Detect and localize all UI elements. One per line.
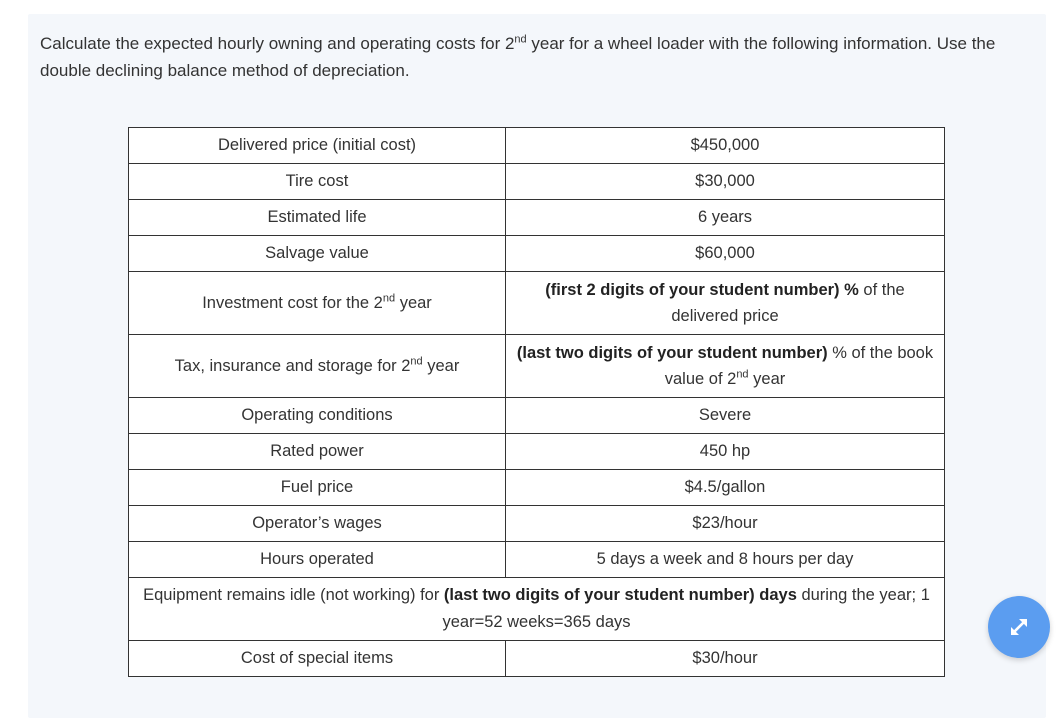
question-sup: nd xyxy=(514,33,527,46)
tax-label-text: Tax, insurance and storage for 2 xyxy=(174,357,411,375)
rated-power-value: 450 hp xyxy=(506,434,945,470)
tax-value-post: year xyxy=(748,370,786,388)
special-items-value: $30/hour xyxy=(506,641,945,677)
table-row xyxy=(129,470,945,506)
table-row xyxy=(129,164,945,200)
operating-conditions-label: Operating conditions xyxy=(129,398,506,434)
tire-cost-value: $30,000 xyxy=(506,164,945,200)
question-text xyxy=(40,30,1040,84)
investment-value-bold: (first 2 digits of your student number) xyxy=(545,281,840,299)
tax-value-bold: (last two digits of your student number) xyxy=(516,344,828,362)
tax-value-sup: nd xyxy=(736,368,749,381)
investment-label-sup: nd xyxy=(382,292,396,305)
table-row xyxy=(129,578,945,641)
hours-operated-label: Hours operated xyxy=(129,542,506,578)
tax-insurance-value xyxy=(506,335,945,398)
idle-bold: (last two digits of your student number) xyxy=(443,586,755,604)
question-part1: Calculate the expected hourly owning and operating costs for 2 xyxy=(40,34,515,53)
operating-conditions-value: Severe xyxy=(506,398,945,434)
delivered-price-label: Delivered price (initial cost) xyxy=(129,128,506,164)
table-row xyxy=(129,542,945,578)
investment-cost-value xyxy=(506,272,945,335)
fuel-price-value: $4.5/gallon xyxy=(506,470,945,506)
investment-value-pct: % xyxy=(839,281,864,299)
expand-button[interactable] xyxy=(988,596,1050,658)
table-row xyxy=(129,128,945,164)
investment-label-text: Investment cost for the 2 xyxy=(202,294,383,312)
hours-operated-value: 5 days a week and 8 hours per day xyxy=(506,542,945,578)
tire-cost-label: Tire cost xyxy=(129,164,506,200)
operator-wages-label: Operator’s wages xyxy=(129,506,506,542)
table-row xyxy=(129,200,945,236)
tax-value-rest: % of the book value of 2 xyxy=(664,344,934,388)
special-items-label: Cost of special items xyxy=(129,641,506,677)
estimated-life-value: 6 years xyxy=(506,200,945,236)
table-row xyxy=(129,335,945,398)
fuel-price-label: Fuel price xyxy=(129,470,506,506)
tax-label-sup: nd xyxy=(410,355,423,368)
rated-power-label: Rated power xyxy=(129,434,506,470)
operator-wages-value: $23/hour xyxy=(506,506,945,542)
idle-pre: Equipment remains idle (not working) for xyxy=(143,586,444,604)
table-row xyxy=(129,236,945,272)
salvage-value-label: Salvage value xyxy=(129,236,506,272)
delivered-price-value: $450,000 xyxy=(506,128,945,164)
tax-insurance-label xyxy=(129,335,506,398)
idle-bold-days: days xyxy=(754,586,797,604)
investment-label-post: year xyxy=(395,294,432,312)
estimated-life-label: Estimated life xyxy=(129,200,506,236)
investment-cost-label xyxy=(129,272,506,335)
expand-icon xyxy=(1006,614,1032,640)
table-row xyxy=(129,434,945,470)
idle-days-cell xyxy=(129,578,945,641)
table-row xyxy=(129,398,945,434)
investment-value-rest: of the delivered price xyxy=(671,281,905,325)
table-row xyxy=(129,641,945,677)
tax-label-post: year xyxy=(422,357,460,375)
question-part2: year for a wheel loader with the following information. Use the double declining balance method of depreciation. xyxy=(40,34,996,80)
idle-post: during the year; 1 year=52 weeks=365 days xyxy=(442,586,930,631)
salvage-value-value: $60,000 xyxy=(506,236,945,272)
table-row xyxy=(129,272,945,335)
table-row xyxy=(129,506,945,542)
info-table xyxy=(128,127,945,677)
